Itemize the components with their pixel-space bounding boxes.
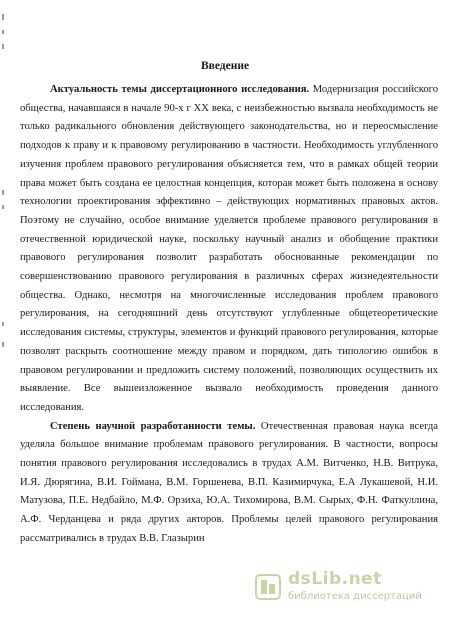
scan-mark	[2, 44, 4, 49]
watermark	[254, 569, 444, 609]
scan-mark	[2, 30, 4, 34]
scan-mark	[2, 322, 4, 326]
paragraph-relevance	[20, 81, 438, 418]
scan-mark	[2, 14, 4, 20]
watermark-logo: dsLib.net	[288, 569, 382, 589]
paragraph-text: Модернизация российского общества, начавшаяся в начале 90-х г XX века, с неизбежностью вызвала необходимость не только радикального обновления действующего законодательства, но и переосмысление подходов к праву и к правовому регулированию в частности. Необходимость углубленного изучения проблем правового регулирования объясняется тем, что в рамках общей теории права может быть создана ее целостная концепция, которая может быть положена в основу технологии проектирования эффективно – действующих нормативных правовых актов. Поэтому не случайно, особое внимание уделяется проблеме правового регулирования в отечественной юридической науке, поскольку научный анализ и обобщение практики правового регулирования позволит разработать обоснованные рекомендации по совершенствованию правового регулирования в различных сферах жизнедеятельности общества. Однако, несмотря на многочисленные исследования проблем правового регулирования, на сегодняшний день отсутствуют углубленные общетеоретические исследования системы, структуры, элементов и функций правового регулирования, которые позволят раскрыть соотношение между правом и порядком, дать типологию ошибок в правовом регулировании и предложить систему положений, позволяющих осуществить их выявление. Все вышеизложенное вызвало необходимость проведения данного исследования.	[20, 84, 438, 413]
document-body	[20, 81, 438, 549]
scan-mark	[2, 342, 4, 347]
paragraph-lead: Актуальность темы диссертационного исследования.	[50, 84, 310, 95]
paragraph-research-degree	[20, 418, 438, 549]
scan-mark	[2, 190, 4, 195]
paragraph-lead: Степень научной разработанности темы.	[50, 420, 256, 432]
watermark-subtitle: библиотека диссертаций	[288, 591, 422, 602]
scan-margin-marks	[0, 0, 8, 621]
scan-mark	[2, 205, 4, 209]
dslib-logo-icon	[254, 573, 282, 601]
document-title: Введение	[200, 60, 250, 72]
paragraph-text: Отечественная правовая наука всегда уделяла большое внимание проблемам правового регулирования. В частности, вопросы понятия правового регулирования исследовались в трудах А.М. Витченко, Н.В. Витрука, И.Я. Дюрягина, В.И. Гоймана, В.М. Горшенева, В.П. Казимирчука, Е.А Лукашевой, Н.И. Матузова, П.Е. Недбайло, М.Ф. Орзиха, Ю.А. Тихомирова, В.М. Сырых, Ф.Н. Фаткуллина, А.Ф. Черданцева и ряда других авторов. Проблемы целей правового регулирования рассматривались в трудах В.В. Глазырин	[20, 420, 438, 544]
